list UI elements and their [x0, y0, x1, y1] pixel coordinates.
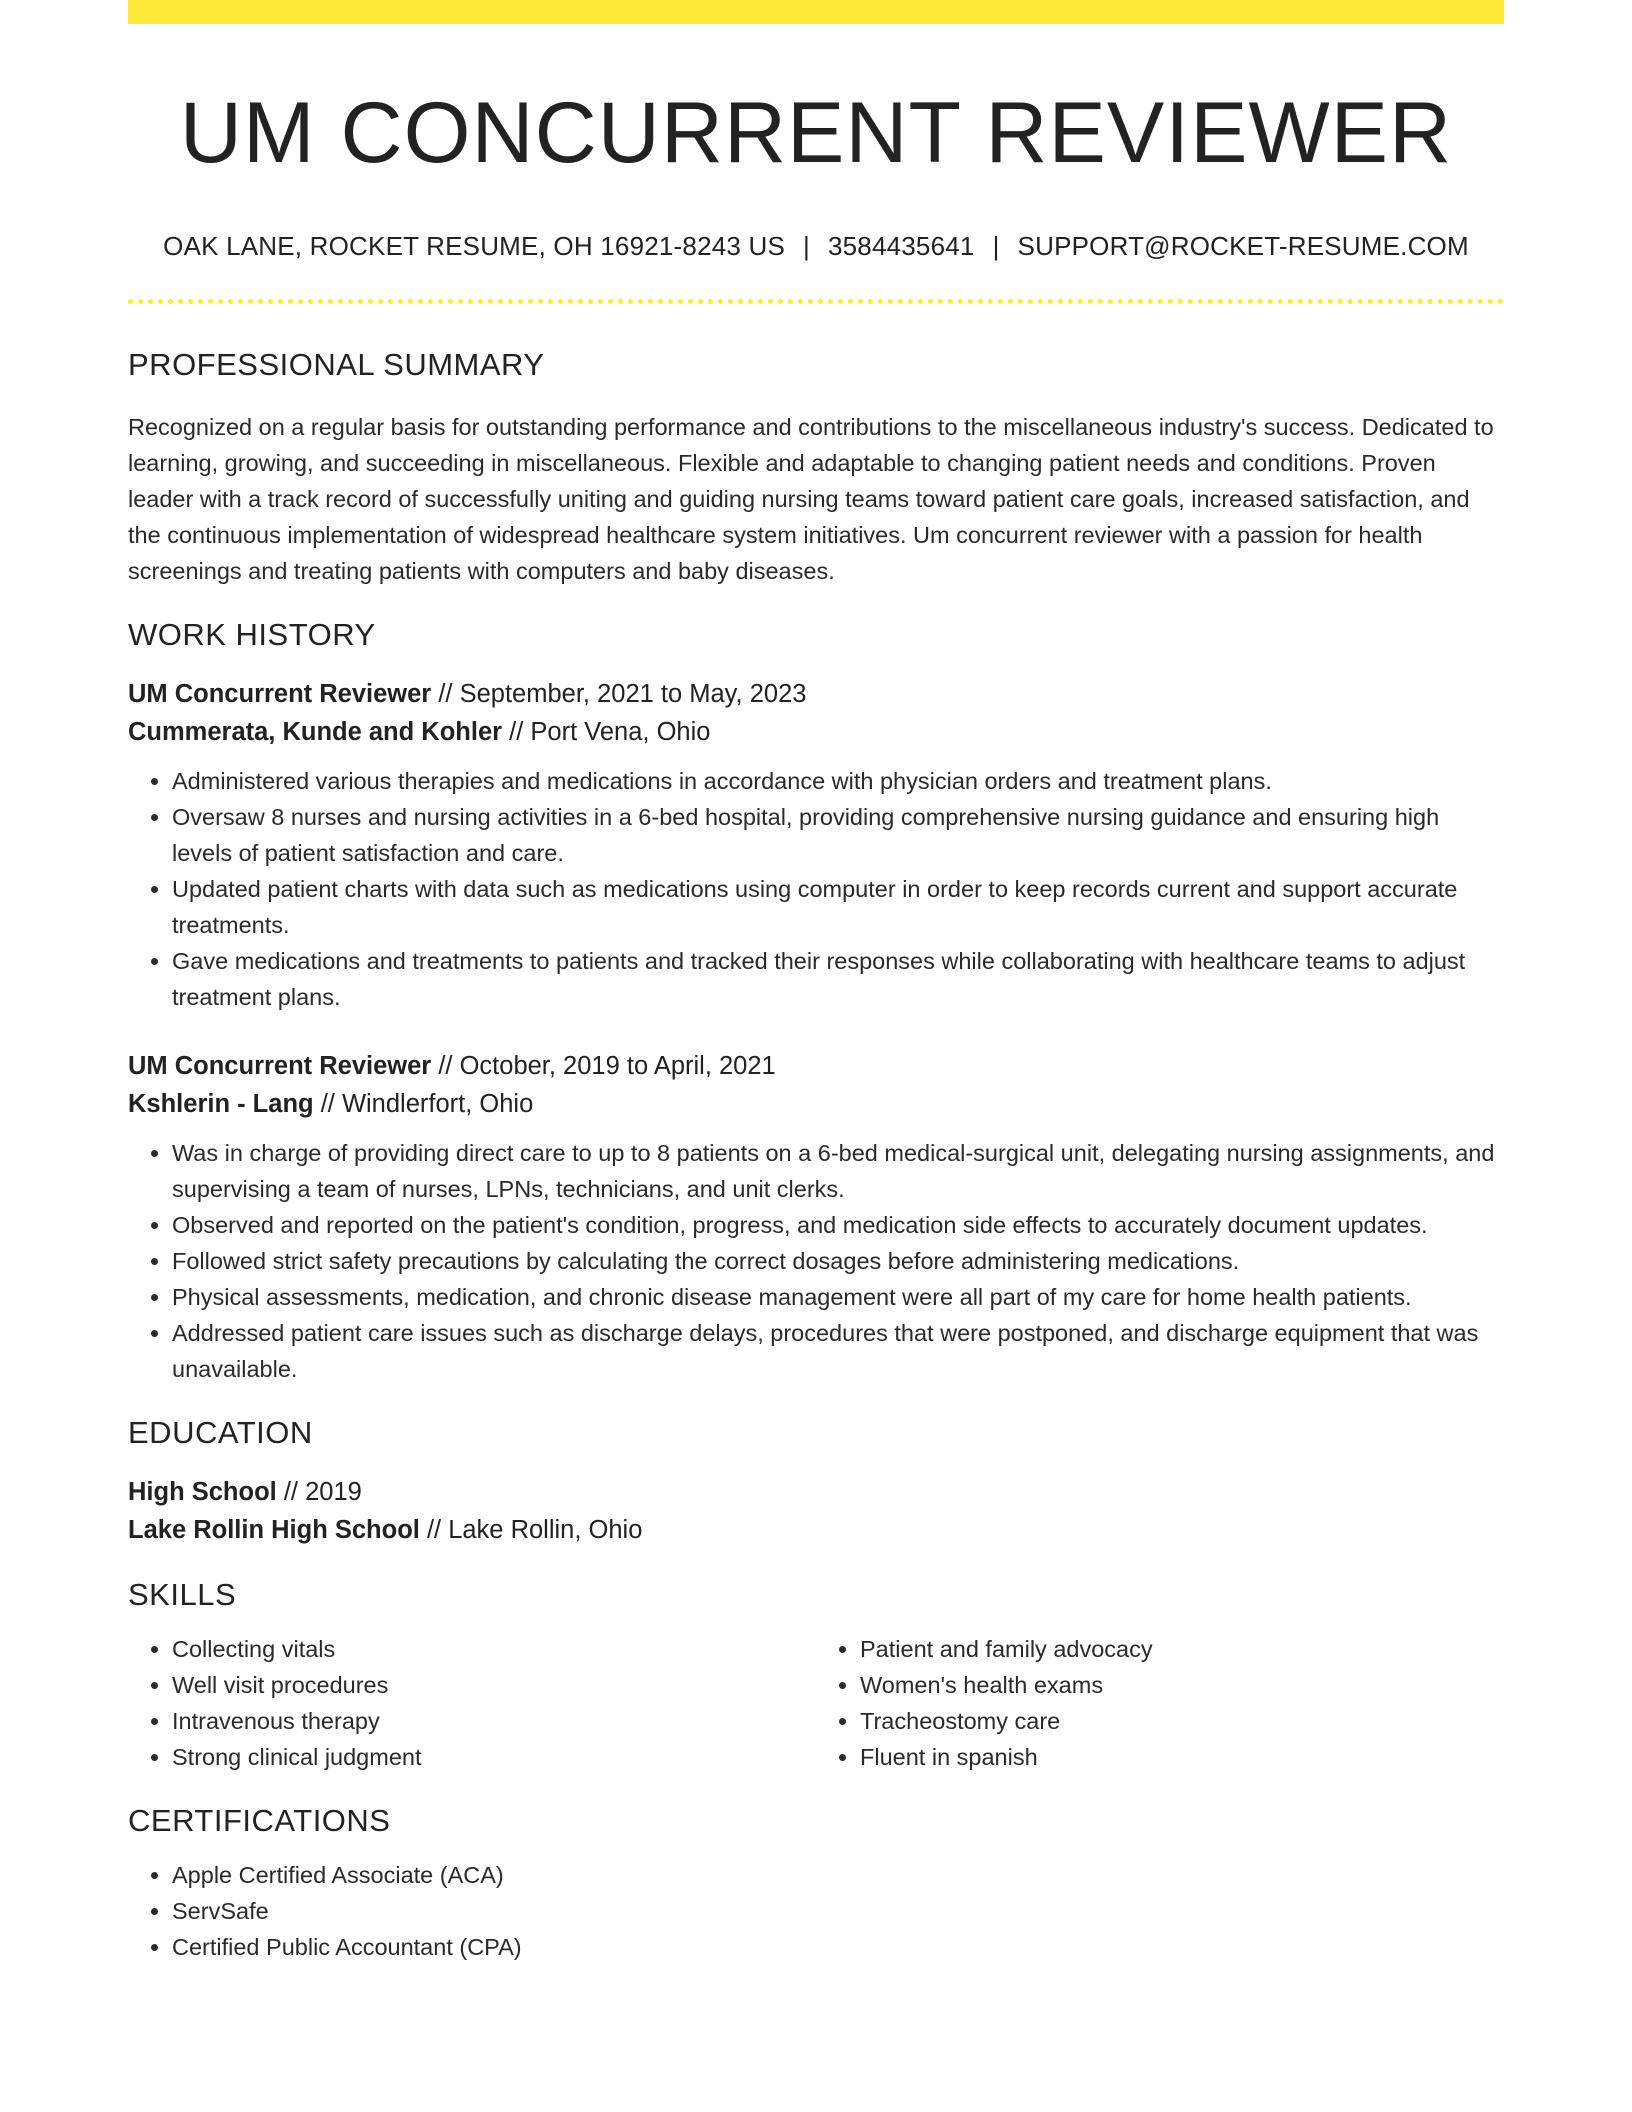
accent-top-bar: [128, 0, 1504, 24]
certifications-bullets: [128, 1857, 1504, 1965]
job-company: Kshlerin - Lang: [128, 1089, 314, 1118]
skill-item: • Intravenous therapy: [172, 1703, 816, 1739]
job-bullet: • Administered various therapies and medications in accordance with physician orders and treatment plans.: [172, 763, 1504, 799]
job-company: Cummerata, Kunde and Kohler: [128, 717, 503, 746]
contact-phone: 3584435641: [827, 230, 975, 261]
education-degree: High School: [128, 1477, 277, 1506]
skills-column-left: [128, 1631, 816, 1775]
job-bullet: • Addressed patient care issues such as discharge delays, procedures that were postponed, and discharge equipment that was unavailable.: [172, 1315, 1504, 1387]
job-dates: // September, 2021 to May, 2023: [431, 679, 807, 708]
education-location: // Lake Rollin, Ohio: [419, 1515, 643, 1544]
job-bullet: • Oversaw 8 nurses and nursing activities in a 6-bed hospital, providing comprehensive nursing guidance and ensuring high levels of patient satisfaction and care.: [172, 799, 1504, 871]
education-degree-line: [128, 1473, 1504, 1511]
resume-page: [128, 0, 1504, 1965]
job-bullet: • Followed strict safety precautions by calculating the correct dosages before administering medications.: [172, 1243, 1504, 1279]
contact-separator: |: [803, 230, 810, 261]
section-title-education: EDUCATION: [128, 1414, 313, 1450]
job-company-line: [128, 1085, 1504, 1123]
skills-column-right: [816, 1631, 1504, 1775]
skill-item: • Tracheostomy care: [860, 1703, 1504, 1739]
job-bullets: [128, 1135, 1504, 1387]
job-bullets: [128, 763, 1504, 1015]
resume-name: UM CONCURRENT REVIEWER: [179, 85, 1453, 181]
section-title-skills: SKILLS: [128, 1576, 237, 1612]
education-school-line: [128, 1511, 1504, 1549]
job-bullet: • Gave medications and treatments to patients and tracked their responses while collaborating with healthcare teams to adjust treatment plans.: [172, 943, 1504, 1015]
section-title-summary: PROFESSIONAL SUMMARY: [128, 346, 545, 382]
contact-line: [128, 231, 1504, 262]
job-role-line: [128, 675, 1504, 713]
job-role: UM Concurrent Reviewer: [128, 679, 432, 708]
section-title-work-history: WORK HISTORY: [128, 616, 376, 652]
job-entry: [128, 675, 1504, 1015]
summary-text: Recognized on a regular basis for outstanding performance and contributions to the miscellaneous industry's success. Dedicated to learning, growing, and succeeding in miscellaneous. Flexible and adaptable to changing patient needs and conditions. Proven leader with a track record of successfully uniting and guiding nursing teams toward patient care goals, increased satisfaction, and the continuous implementation of widespread healthcare system initiatives. Um concurrent reviewer with a passion for health screenings and treating patients with computers and baby diseases.: [128, 413, 1494, 584]
job-bullet: • Observed and reported on the patient's condition, progress, and medication side effects to accurately document updates.: [172, 1207, 1504, 1243]
certifications-list: [128, 1857, 1504, 1965]
job-bullet: • Updated patient charts with data such as medications using computer in order to keep records current and support accurate treatments.: [172, 871, 1504, 943]
education-school: Lake Rollin High School: [128, 1515, 420, 1544]
job-entry: [128, 1047, 1504, 1387]
job-dates: // October, 2019 to April, 2021: [431, 1051, 776, 1080]
certification-item: • Certified Public Accountant (CPA): [172, 1929, 1504, 1965]
job-company-line: [128, 713, 1504, 751]
job-role-line: [128, 1047, 1504, 1085]
certification-item: • ServSafe: [172, 1893, 1504, 1929]
skills-list: [128, 1631, 1504, 1775]
contact-address: OAK LANE, ROCKET RESUME, OH 16921-8243 US: [163, 230, 785, 261]
skill-item: • Strong clinical judgment: [172, 1739, 816, 1775]
skill-item: • Collecting vitals: [172, 1631, 816, 1667]
dotted-divider: [128, 299, 1504, 304]
education-year: // 2019: [276, 1477, 362, 1506]
job-bullet: • Was in charge of providing direct care to up to 8 patients on a 6-bed medical-surgical unit, delegating nursing assignments, and supervising a team of nurses, LPNs, technicians, and unit clerks.: [172, 1135, 1504, 1207]
job-location: // Windlerfort, Ohio: [313, 1089, 534, 1118]
skill-item: • Women's health exams: [860, 1667, 1504, 1703]
job-bullet: • Physical assessments, medication, and chronic disease management were all part of my care for home health patients.: [172, 1279, 1504, 1315]
skill-item: • Fluent in spanish: [860, 1739, 1504, 1775]
contact-email: SUPPORT@ROCKET-RESUME.COM: [1017, 230, 1469, 261]
job-location: // Port Vena, Ohio: [502, 717, 711, 746]
skill-item: • Patient and family advocacy: [860, 1631, 1504, 1667]
contact-separator: |: [992, 230, 1000, 261]
certification-item: • Apple Certified Associate (ACA): [172, 1857, 1504, 1893]
job-role: UM Concurrent Reviewer: [128, 1051, 432, 1080]
skill-item: • Well visit procedures: [172, 1667, 816, 1703]
section-title-certifications: CERTIFICATIONS: [128, 1802, 391, 1838]
